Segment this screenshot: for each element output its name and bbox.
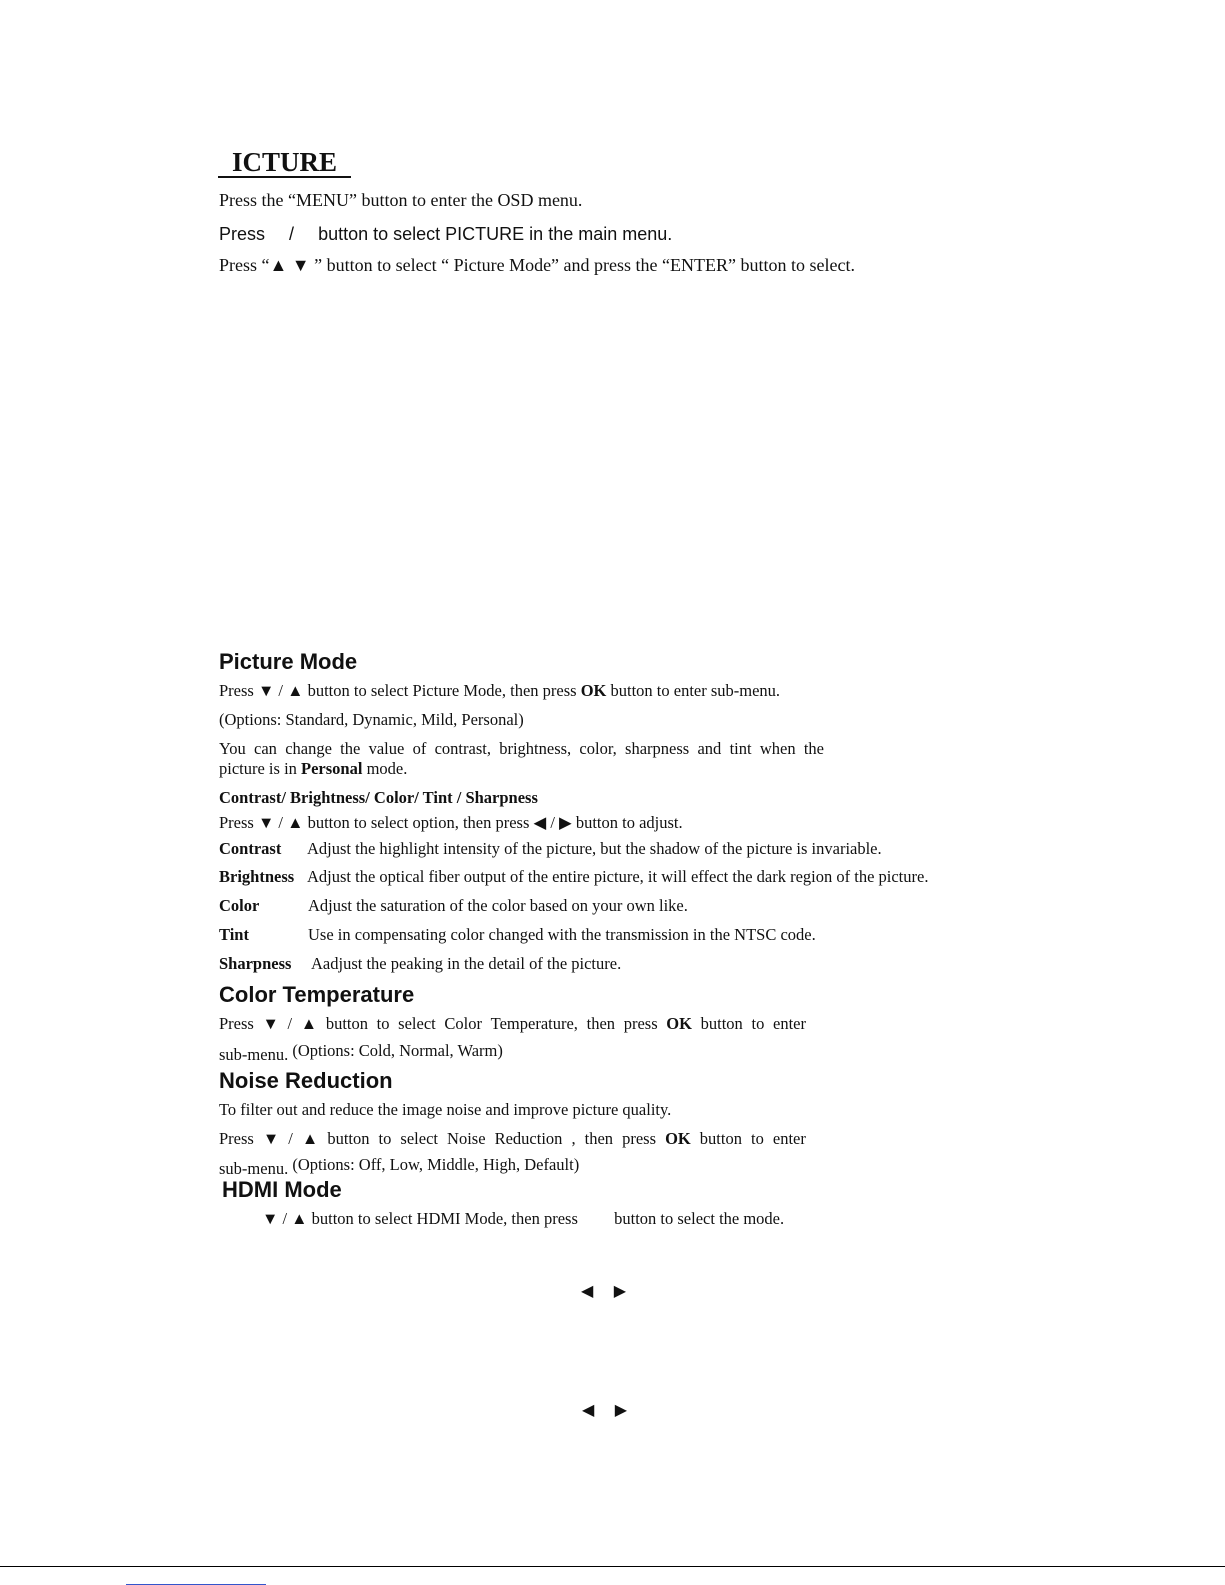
color-temperature-heading: Color Temperature <box>219 982 415 1007</box>
definition-row <box>219 839 882 859</box>
instruction-word: then <box>584 1129 614 1148</box>
adjust-instruction: Press ▼ / ▲ button to select option, then press ◀ / ▶ button to adjust. <box>219 813 683 832</box>
instruction-word: ▲ <box>300 1014 318 1033</box>
color-temperature-option-list: (Options: Cold, Normal, Warm) <box>292 1041 503 1060</box>
instruction-word: to <box>378 1129 392 1148</box>
submenu-label: sub-menu. <box>219 1045 289 1064</box>
definition-term: Tint <box>219 925 249 944</box>
instruction-word: button <box>325 1014 368 1033</box>
instruction-word: button <box>327 1129 370 1148</box>
instruction-word: enter <box>772 1129 806 1148</box>
instruction-word: / <box>288 1129 293 1148</box>
intro-line-1: Press the “MENU” button to enter the OSD menu. <box>219 190 583 210</box>
hdmi-mode-instruction <box>262 1209 784 1229</box>
adjust-subheading: Contrast/ Brightness/ Color/ Tint / Sharpness <box>219 788 538 807</box>
instruction-word: OK <box>665 1129 691 1148</box>
instruction-word: button <box>699 1129 742 1148</box>
intro-line-2-sep: / <box>289 224 295 244</box>
page-bottom-rule <box>0 1566 1225 1567</box>
definition-desc: Use in compensating color changed with the transmission in the NTSC code. <box>308 925 816 944</box>
instruction-word: Temperature, <box>490 1014 578 1033</box>
ok-label: OK <box>580 681 607 700</box>
hdmi-mode-heading: HDMI Mode <box>222 1177 342 1202</box>
hdmi-mode-instruction-a: ▼ / ▲ button to select HDMI Mode, then press <box>262 1209 578 1228</box>
personal-note-b: mode. <box>362 759 408 778</box>
instruction-word: Color <box>444 1014 482 1033</box>
definition-desc: Adjust the saturation of the color based on your own like. <box>308 896 688 915</box>
instruction-word: enter <box>773 1014 806 1033</box>
instruction-word: ▼ <box>262 1014 279 1033</box>
submenu-label: sub-menu. <box>219 1159 289 1178</box>
definition-row <box>219 954 621 974</box>
section-title: ICTURE <box>218 148 351 178</box>
instruction-word: Reduction <box>494 1129 563 1148</box>
definition-term: Brightness <box>219 867 295 886</box>
color-temperature-instruction <box>219 1014 806 1034</box>
instruction-word: to <box>376 1014 390 1033</box>
left-right-arrows-icon: ◀ ▶ <box>581 1283 635 1300</box>
definition-row <box>219 867 928 887</box>
instruction-word: Press <box>219 1014 254 1033</box>
personal-note-a: picture is in <box>219 759 302 778</box>
intro-line-2 <box>219 223 672 245</box>
instruction-word: / <box>287 1014 293 1033</box>
definition-term: Sharpness <box>219 954 292 973</box>
instruction-word: Press <box>219 1129 254 1148</box>
instruction-word: then <box>586 1014 616 1033</box>
instruction-word: Noise <box>447 1129 486 1148</box>
instruction-word: OK <box>666 1014 692 1033</box>
left-right-arrows-icon: ◀ ▶ <box>582 1402 636 1419</box>
hdmi-mode-instruction-b: button to select the mode. <box>614 1209 785 1228</box>
instruction-word: press <box>622 1129 657 1148</box>
instruction-word: , <box>571 1129 576 1148</box>
definition-desc: Aadjust the peaking in the detail of the picture. <box>311 954 622 973</box>
instruction-word: button <box>700 1014 743 1033</box>
picture-mode-instruction-a: Press ▼ / ▲ button to select Picture Mode, then press <box>219 681 581 700</box>
noise-reduction-option-list: (Options: Off, Low, Middle, High, Default) <box>292 1155 580 1174</box>
definition-desc: Adjust the highlight intensity of the picture, but the shadow of the picture is invariable. <box>307 839 882 858</box>
picture-mode-instruction <box>219 681 780 701</box>
instruction-word: press <box>623 1014 658 1033</box>
personal-note-line-2 <box>219 759 407 779</box>
intro-line-2-prefix: Press <box>219 224 266 244</box>
picture-mode-instruction-b: button to enter sub-menu. <box>606 681 781 700</box>
definition-desc: Adjust the optical fiber output of the entire picture, it will effect the dark region of the picture. <box>307 867 929 886</box>
definition-row <box>219 925 816 945</box>
picture-mode-options: (Options: Standard, Dynamic, Mild, Personal) <box>219 710 524 729</box>
instruction-word: to <box>751 1014 765 1033</box>
noise-reduction-description: To filter out and reduce the image noise and improve picture quality. <box>219 1100 672 1119</box>
instruction-word: to <box>751 1129 764 1148</box>
instruction-word: select <box>398 1014 436 1033</box>
instruction-word: select <box>400 1129 438 1148</box>
intro-line-2-suffix: button to select PICTURE in the main menu. <box>318 224 673 244</box>
definition-term: Contrast <box>219 839 282 858</box>
noise-reduction-options <box>219 1155 580 1178</box>
noise-reduction-instruction <box>219 1129 806 1149</box>
noise-reduction-heading: Noise Reduction <box>219 1068 393 1093</box>
personal-note-line-1: You can change the value of contrast, brightness, color, sharpness and tint when the <box>219 739 824 758</box>
definition-term: Color <box>219 896 260 915</box>
intro-line-3: Press “▲ ▼ ” button to select “ Picture Mode” and press the “ENTER” button to select. <box>219 255 855 275</box>
instruction-word: ▲ <box>301 1129 319 1148</box>
personal-label: Personal <box>301 759 363 778</box>
definition-row <box>219 896 688 916</box>
color-temperature-options <box>219 1041 503 1064</box>
instruction-word: ▼ <box>262 1129 280 1148</box>
picture-mode-heading: Picture Mode <box>219 649 358 674</box>
